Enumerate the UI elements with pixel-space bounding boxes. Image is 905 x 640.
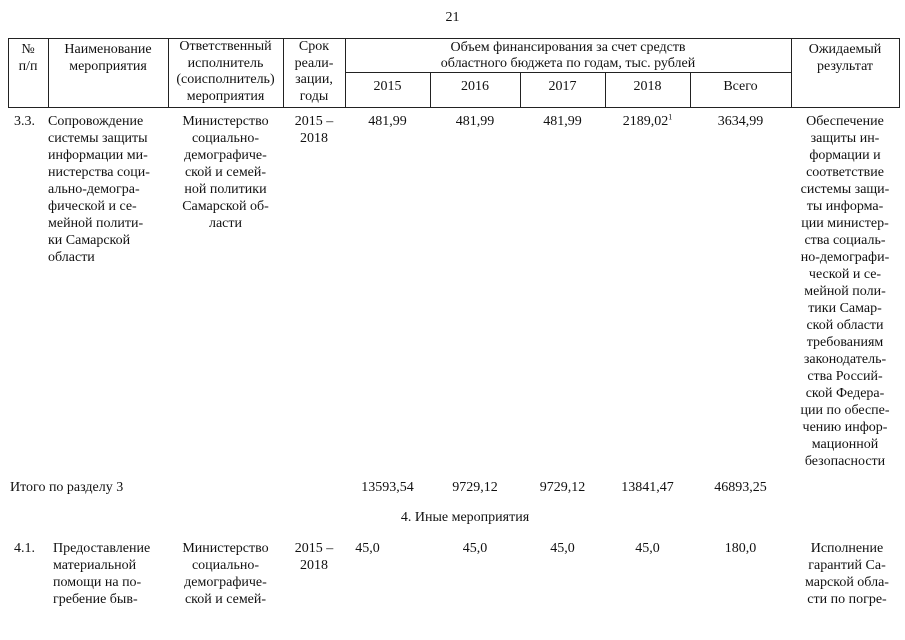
header-executor: Ответственный исполнитель (соисполнитель) мероприятия <box>176 39 275 104</box>
row-value-2017: 45,0 <box>550 541 575 556</box>
row-value-2015: 45,0 <box>355 541 380 556</box>
row-term: 2015 – 2018 <box>294 541 334 573</box>
row-value-2018: 45,0 <box>635 541 660 556</box>
row-num: 4.1. <box>14 541 35 556</box>
row-executor: Министерство социально- демографиче- ской и семей- ной политики Самарской об- ласти <box>182 114 269 231</box>
total-label: Итого по разделу 3 <box>10 480 124 495</box>
header-total: Всего <box>723 79 758 94</box>
total-all: 46893,25 <box>714 480 767 495</box>
row-value-2016: 45,0 <box>462 541 488 556</box>
header-name: Наименование мероприятия <box>64 42 152 74</box>
header-result: Ожидаемый результат <box>808 42 882 74</box>
row-result: Исполнение гарантий Са- марской обла- сти по погре- <box>805 541 889 607</box>
total-2018: 13841,47 <box>621 480 674 495</box>
header-year-2017: 2017 <box>548 79 577 94</box>
header-year-2018: 2018 <box>633 79 662 94</box>
header-num: № п/п <box>18 42 38 74</box>
footnote-marker: 1 <box>668 112 673 122</box>
page-number: 21 <box>445 10 460 25</box>
total-2017: 9729,12 <box>539 480 586 495</box>
header-term: Срок реали- зации, годы <box>294 39 334 104</box>
section-title: 4. Иные мероприятия <box>400 510 530 525</box>
row-term: 2015 – 2018 <box>294 114 334 146</box>
row-result: Обеспечение защиты ин- формации и соответствие системы защи- ты информа- ции министер- ства социаль- но-демографи- ческой и се- мейной поли- тики Самар- ской области требованиям законодатель- ства Россий- ской Федера- ции по обеспе- чению инфор- мационной безопасности <box>800 114 890 469</box>
row-name: Сопровождение системы защиты информации ми- нистерства соци- ально-демогра- фической и се- мейной полити- ки Самарской области <box>48 114 150 265</box>
row-value-total: 3634,99 <box>717 114 764 129</box>
total-2016: 9729,12 <box>452 480 498 495</box>
row-num: 3.3. <box>14 114 35 129</box>
header-year-2015: 2015 <box>373 79 402 94</box>
total-2015: 13593,54 <box>361 480 414 495</box>
row-value-2015: 481,99 <box>368 114 407 129</box>
row-value-total: 180,0 <box>724 541 757 556</box>
row-name: Предоставление материальной помощи на по- гребение быв- <box>53 541 151 607</box>
row-executor: Министерство социально- демографиче- ской и семей- <box>182 541 269 607</box>
row-value-2016: 481,99 <box>455 114 495 129</box>
row-value-2018: 2189,02$^1$ <box>622 112 673 129</box>
header-funding: Объем финансирования за счет средств областного бюджета по годам, тыс. рублей <box>440 40 696 71</box>
header-year-2016: 2016 <box>461 79 489 94</box>
row-value-2017: 481,99 <box>543 114 582 129</box>
